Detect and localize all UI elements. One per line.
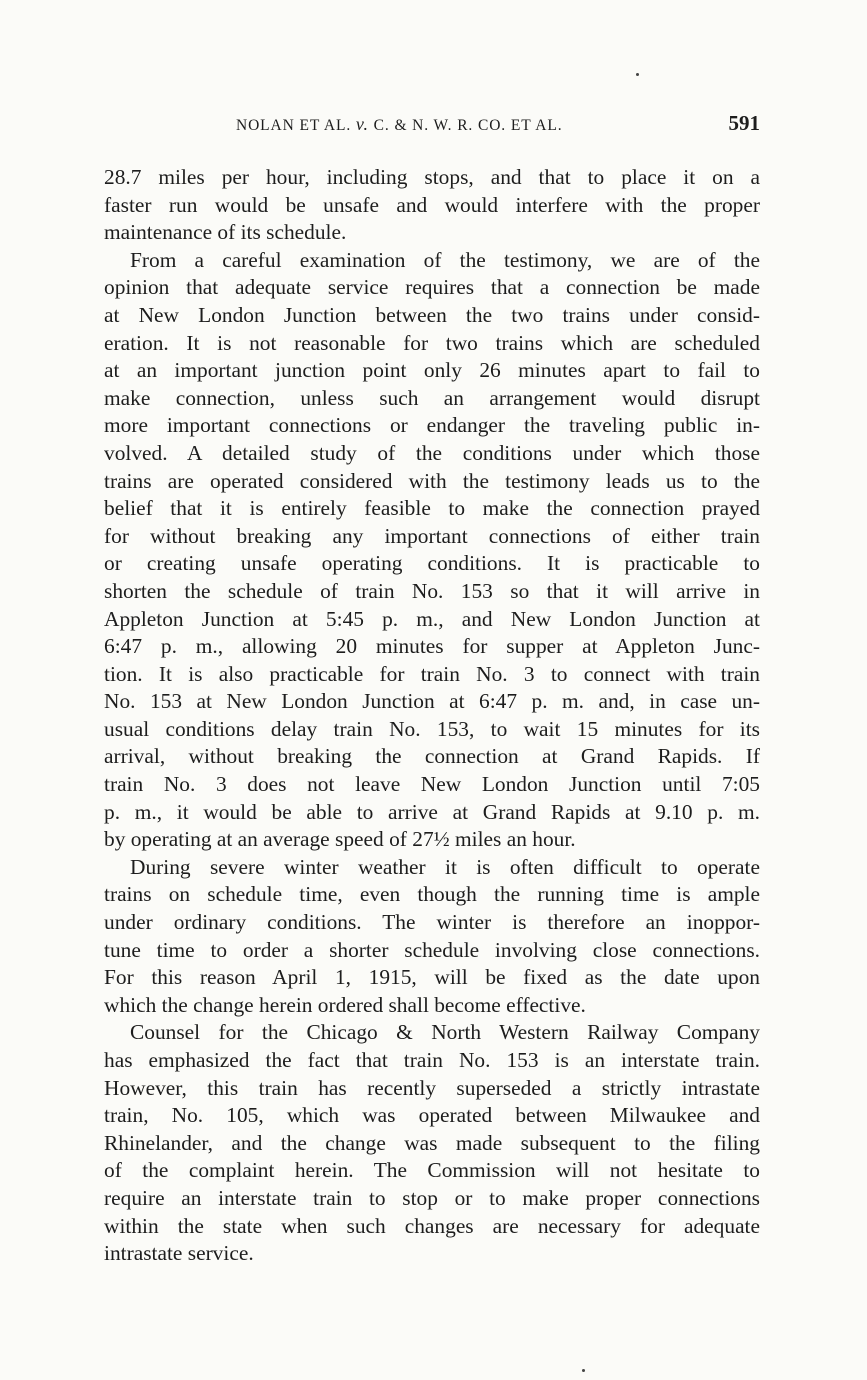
- text-line: shorten the schedule of train No. 153 so that it will arrive in: [104, 578, 760, 603]
- page-header: [104, 111, 760, 140]
- text-line: 6:47 p. m., allowing 20 minutes for supper at Appleton Junc-: [104, 634, 760, 659]
- text-line: arrival, without breaking the connection at Grand Rapids. If: [104, 744, 760, 769]
- text-line: belief that it is entirely feasible to make the connection prayed: [104, 496, 760, 521]
- text-line: or creating unsafe operating conditions. It is practicable to: [104, 551, 760, 576]
- text-line: Appleton Junction at 5:45 p. m., and New London Junction at: [104, 606, 760, 631]
- text-line: However, this train has recently superseded a strictly intrastate: [104, 1075, 760, 1100]
- text-line: No. 153 at New London Junction at 6:47 p. m. and, in case un-: [104, 689, 760, 714]
- text-line: faster run would be unsafe and would interfere with the proper: [104, 192, 760, 217]
- text-line: by operating at an average speed of 27½ miles an hour.: [104, 827, 576, 852]
- text-line: tion. It is also practicable for train No. 3 to connect with train: [104, 661, 760, 686]
- text-line: Rhinelander, and the change was made subsequent to the filing: [104, 1130, 760, 1155]
- running-head: NOLAN ET AL. v. C. & N. W. R. CO. ET AL.: [236, 114, 563, 134]
- text-line: volved. A detailed study of the conditions under which those: [104, 440, 760, 465]
- text-line: For this reason April 1, 1915, will be fixed as the date upon: [104, 965, 760, 990]
- text-line: at an important junction point only 26 minutes apart to fail to: [104, 358, 760, 383]
- text-line: train No. 3 does not leave New London Junction until 7:05: [104, 772, 760, 797]
- text-line: trains are operated considered with the testimony leads us to the: [104, 468, 760, 493]
- text-line: make connection, unless such an arrangement would disrupt: [104, 385, 760, 410]
- page-number: 591: [728, 111, 760, 135]
- page-speck: [636, 73, 639, 76]
- text-line: within the state when such changes are necessary for adequate: [104, 1213, 760, 1238]
- text-line: require an interstate train to stop or to make proper connections: [104, 1185, 760, 1210]
- text-line: Counsel for the Chicago & North Western Railway Company: [130, 1020, 760, 1045]
- text-line: at New London Junction between the two trains under consid-: [104, 302, 760, 327]
- body-text: [104, 164, 760, 1268]
- text-line: usual conditions delay train No. 153, to wait 15 minutes for its: [104, 716, 760, 741]
- text-line: p. m., it would be able to arrive at Grand Rapids at 9.10 p. m.: [104, 799, 760, 824]
- text-line: eration. It is not reasonable for two trains which are scheduled: [104, 330, 760, 355]
- text-line: intrastate service.: [104, 1241, 254, 1266]
- text-line: 28.7 miles per hour, including stops, and that to place it on a: [104, 165, 760, 189]
- text-line: has emphasized the fact that train No. 153 is an interstate train.: [104, 1048, 760, 1072]
- text-line: under ordinary conditions. The winter is therefore an inoppor-: [104, 910, 760, 935]
- text-line: more important connections or endanger the traveling public in-: [104, 413, 760, 438]
- text-line: opinion that adequate service requires that a connection be made: [104, 275, 760, 300]
- text-line: for without breaking any important connections of either train: [104, 523, 760, 548]
- text-line: During severe winter weather it is often difficult to operate: [130, 854, 760, 879]
- text-line: maintenance of its schedule.: [104, 220, 347, 245]
- text-line: tune time to order a shorter schedule involving close connections.: [104, 937, 760, 962]
- text-line: From a careful examination of the testimony, we are of the: [130, 247, 760, 272]
- text-line: train, No. 105, which was operated between Milwaukee and: [104, 1103, 760, 1128]
- text-line: of the complaint herein. The Commission will not hesitate to: [104, 1158, 760, 1183]
- text-line: trains on schedule time, even though the running time is ample: [104, 882, 760, 907]
- page-speck: [582, 1369, 585, 1372]
- text-line: which the change herein ordered shall become effective.: [104, 992, 586, 1017]
